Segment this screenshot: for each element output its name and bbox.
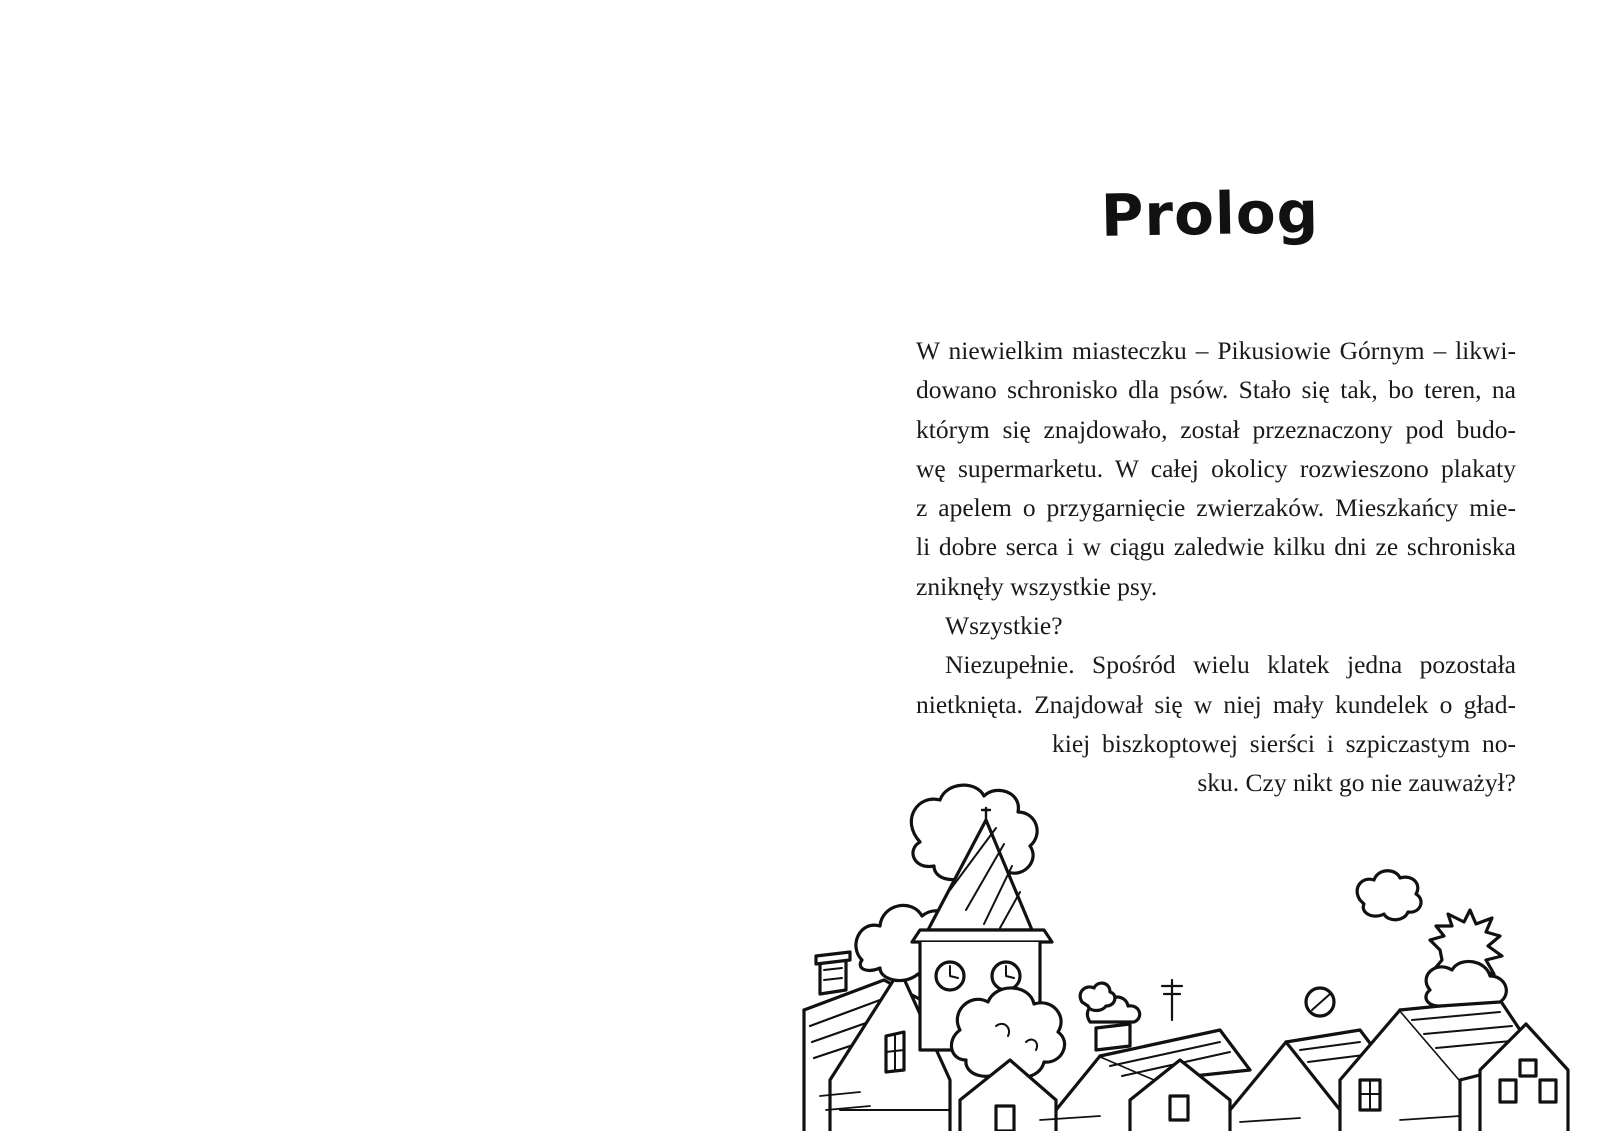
text-line: z apelem o przygarnięcie zwierzaków. Mieszkańcy mie- [916, 493, 1516, 523]
text-line: sku. Czy nikt go nie zauważył? [1197, 768, 1516, 798]
prologue-text [916, 331, 1516, 803]
text-line: Niezupełnie. Spośród wielu klatek jedna pozostała [945, 650, 1516, 680]
text-line: wę supermarketu. W całej okolicy rozwieszono plakaty [916, 453, 1516, 483]
town-rooftops-illustration [800, 780, 1600, 1131]
text-line: dowano schronisko dla psów. Stało się tak, bo teren, na [916, 375, 1516, 405]
text-line: którym się znajdowało, został przeznaczony pod budo- [916, 414, 1516, 444]
text-line: li dobre serca i w ciągu zaledwie kilku dni ze schroniska [916, 532, 1516, 562]
text-line: nietknięta. Znajdował się w niej mały kundelek o gład- [916, 689, 1516, 719]
text-line: Wszystkie? [945, 611, 1063, 641]
chapter-title: Prolog [1100, 178, 1320, 250]
text-line: kiej biszkoptowej sierści i szpiczastym no- [1052, 728, 1516, 758]
text-line: zniknęły wszystkie psy. [916, 571, 1158, 601]
text-line: W niewielkim miasteczku – Pikusiowie Górnym – likwi- [916, 336, 1516, 365]
